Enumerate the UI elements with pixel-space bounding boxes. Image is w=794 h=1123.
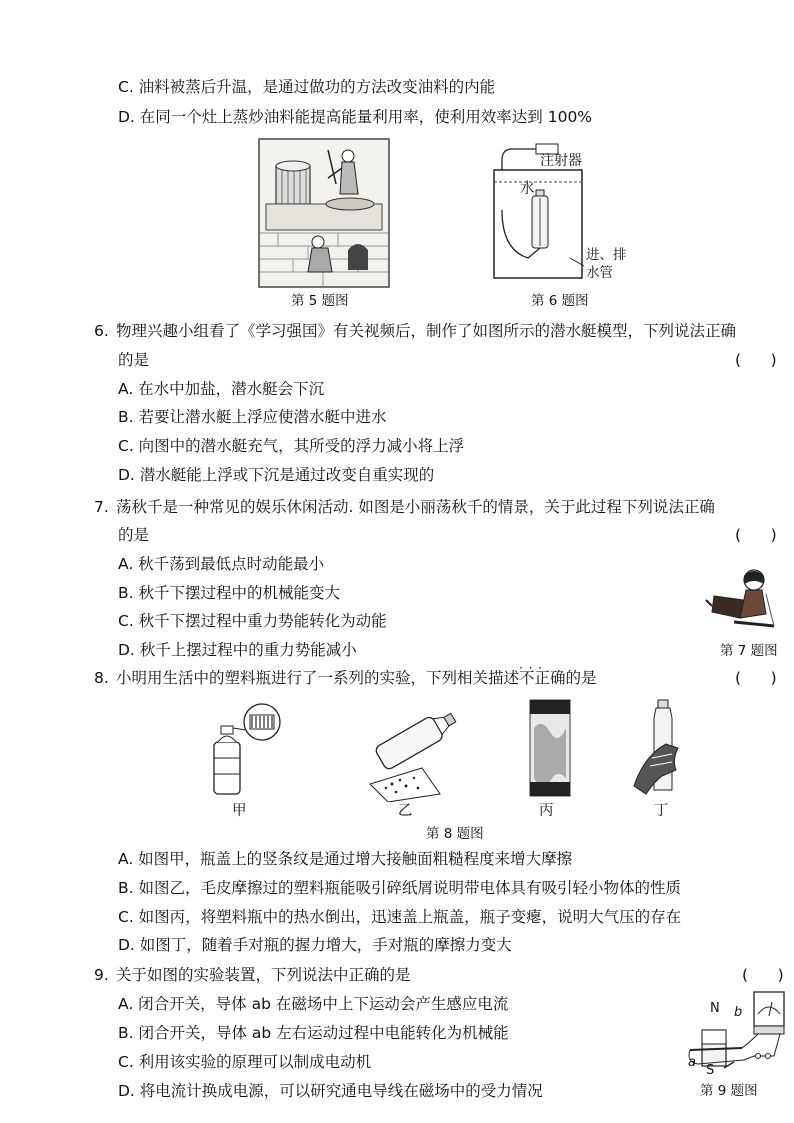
figure-8-label-bing: 丙 xyxy=(539,803,554,819)
figure-8-panel-ding xyxy=(632,696,692,798)
figure-5-illustration xyxy=(258,138,390,288)
q8-option-a: A. 如图甲，瓶盖上的竖条纹是通过增大接触面粗糙程度来增大摩擦 xyxy=(118,850,573,868)
figure-9-caption: 第 9 题图 xyxy=(700,1083,758,1099)
figure-9-apparatus xyxy=(684,990,788,1080)
q6-stem-line2: 的是 xyxy=(118,351,150,369)
q9-option-a: A. 闭合开关，导体 ab 在磁场中上下运动会产生感应电流 xyxy=(118,995,509,1013)
tube-label-line2: 水管 xyxy=(586,265,613,281)
q9-answer-blank: ( ) xyxy=(742,966,784,984)
q5-option-c: C. 油料被蒸后升温，是通过做功的方法改变油料的内能 xyxy=(118,78,496,96)
q9-option-b: B. 闭合开关，导体 ab 左右运动过程中电能转化为机械能 xyxy=(118,1024,509,1042)
q7-answer-blank: ( ) xyxy=(735,526,777,544)
figure-8-panel-yi xyxy=(358,698,466,802)
q6-stem xyxy=(94,320,736,342)
figure-8-panel-bing xyxy=(528,698,572,798)
q7-stem-line1: 荡秋千是一种常见的娱乐休闲活动. 如图是小丽荡秋千的情景，关于此过程下列说法正确 xyxy=(116,498,715,516)
q8-stem-emphasis: 不正确 · · · xyxy=(519,669,566,687)
q8-stem-part1: 小明用生活中的塑料瓶进行了一系列的实验，下列相关描述 xyxy=(116,669,520,687)
q7-option-a: A. 秋千荡到最低点时动能最小 xyxy=(118,555,325,573)
q7-option-b: B. 秋千下摆过程中的机械能变大 xyxy=(118,584,340,602)
magnet-n-label: N xyxy=(710,1001,720,1016)
q6-number: 6. xyxy=(94,322,109,340)
q8-answer-blank: ( ) xyxy=(735,669,777,687)
q9-stem xyxy=(94,964,411,986)
q7-stem xyxy=(94,496,715,518)
q6-answer-blank: ( ) xyxy=(735,351,777,369)
water-label: 水 xyxy=(520,181,535,197)
q6-option-d: D. 潜水艇能上浮或下沉是通过改变自重实现的 xyxy=(118,466,435,484)
figure-8-label-ding: 丁 xyxy=(654,803,669,819)
q8-stem xyxy=(94,667,597,689)
figure-8-panel-jia xyxy=(206,700,286,796)
figure-7-caption: 第 7 题图 xyxy=(720,643,778,659)
figure-5-caption: 第 5 题图 xyxy=(291,293,349,309)
q9-option-c: C. 利用该实验的原理可以制成电动机 xyxy=(118,1053,372,1071)
q6-stem-line1: 物理兴趣小组看了《学习强国》有关视频后，制作了如图所示的潜水艇模型，下列说法正确 xyxy=(116,322,737,340)
q7-number: 7. xyxy=(94,498,109,516)
syringe-label: 注射器 xyxy=(540,153,582,169)
q7-option-d: D. 秋千上摆过程中的重力势能减小 xyxy=(118,641,357,659)
q9-option-d: D. 将电流计换成电源，可以研究通电导线在磁场中的受力情况 xyxy=(118,1082,543,1100)
conductor-a-label: a xyxy=(688,1055,696,1070)
q8-stem-part2: 的是 xyxy=(565,669,597,687)
q7-stem-line2: 的是 xyxy=(118,526,150,544)
q8-option-b: B. 如图乙，毛皮摩擦过的塑料瓶能吸引碎纸屑说明带电体具有吸引轻小物体的性质 xyxy=(118,879,681,897)
q8-option-c: C. 如图丙，将塑料瓶中的热水倒出，迅速盖上瓶盖，瓶子变瘪，说明大气压的存在 xyxy=(118,908,682,926)
figure-6-caption: 第 6 题图 xyxy=(531,293,589,309)
q8-option-d: D. 如图丁，随着手对瓶的握力增大，手对瓶的摩擦力变大 xyxy=(118,936,512,954)
figure-6-diagram xyxy=(488,140,638,290)
figure-8-label-jia: 甲 xyxy=(232,803,247,819)
tube-label-line1: 进、排 xyxy=(586,247,627,263)
q9-stem-text: 关于如图的实验装置，下列说法中正确的是 xyxy=(116,966,411,984)
q6-option-a: A. 在水中加盐，潜水艇会下沉 xyxy=(118,380,325,398)
figure-7-illustration xyxy=(704,566,780,636)
q9-number: 9. xyxy=(94,966,109,984)
q7-option-c: C. 秋千下摆过程中重力势能转化为动能 xyxy=(118,612,387,630)
conductor-b-label: b xyxy=(734,1005,743,1020)
magnet-s-label: S xyxy=(706,1063,715,1078)
figure-8-label-yi: 乙 xyxy=(398,803,413,819)
q6-option-b: B. 若要让潜水艇上浮应使潜水艇中进水 xyxy=(118,408,387,426)
q8-number: 8. xyxy=(94,669,109,687)
q5-option-d: D. 在同一个灶上蒸炒油料能提高能量利用率，使利用效率达到 100% xyxy=(118,108,593,126)
figure-8-caption: 第 8 题图 xyxy=(426,826,484,842)
q6-option-c: C. 向图中的潜水艇充气，其所受的浮力减小将上浮 xyxy=(118,437,465,455)
